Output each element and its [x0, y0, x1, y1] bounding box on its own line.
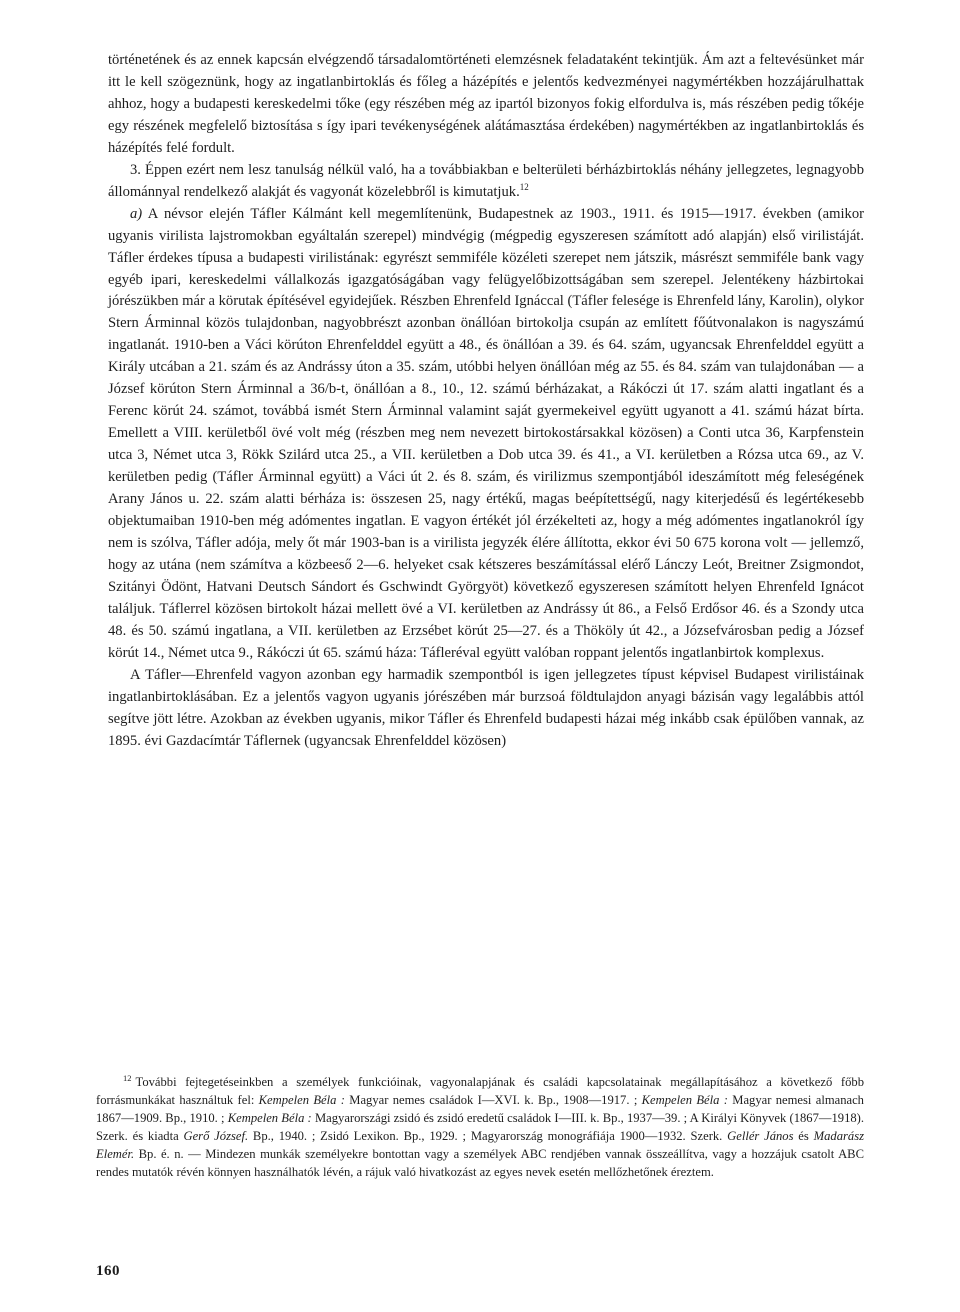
footnote-author: Kempelen Béla :: [641, 1093, 728, 1108]
footnotes: [96, 1073, 864, 1182]
body-text: [108, 50, 864, 753]
paragraph-text: A névsor elején Táfler Kálmánt kell megemlítenünk, Budapestnek az 1903., 1911. és 1915—1917. években (amikor ugyanis virilista lajstromokban egyáltalán szerepel) mindvégig (mégpedig egyszeresen számított adó alapján) első virilistáját. Táfler érdekes típusa a budapesti virilistának: egyrészt semmiféle közéleti szerepet nem játszik, másrészt semmiféle bank vagy egyéb ipari, kereskedelmi vállalkozás igazgatóságában vagy felügyelőbizottságában sem szerepel. Jelentékeny házbirtokai jórészükben már a körutak építésével egyidejűek. Részben Ehrenfeld Ignáccal (Táfler felesége is Ehrenfeld lány, Karolin), olykor Stern Árminnal közös tulajdonban, nagyobbrészt azonban önállóan birtokolja csupán az említett főútvonalakon is nagyszámú ingatlanát. 1910-ben a Váci körúton Ehrenfelddel együtt a 48., és önállóan a 39. és 64. szám, ugyancsak Ehrenfelddel együtt a Király utcában a 21. szám és az Andrássy úton a 35. szám, utóbbi helyen önállóan még az 55. és 84. szám van tulajdonában — a József körúton Stern Árminnal a 36/b-t, önállóan a 8., 10., 12. számú bérházakat, a Rákóczi út 17. szám alatti ingatlant és a Ferenc körút 24. számot, továbbá ismét Stern Árminnal valamint saját gyermekeivel együtt ugyanott a 41. számú házat bírta. Emellett a VIII. kerületből övé volt még (részben meg nem nevezett birtokostársakkal közösen) a Conti utca 36, Karpfenstein utca 3, Német utca 3, Rökk Szilárd utca 25., a VII. kerületben a Dob utca 39. és 41., a VI. kerületben a Rózsa utca 69., az V. kerületben pedig (Táfler Árminnal együtt) a Váci út 2. és 8. szám, és virilizmus szempontjából ideszámított még feleségének Arany János u. 22. szám alatti bérháza is: összesen 25, nagy értékű, magas beépítettségű, nagy kiterjedésű és legértékesebb objektumaiban 1910-ben még adómentes ingatlan. E vagyon értékét jól érzékelteti az, hogy a még adómentes ingatlanokról így nem is szólva, Táfler adója, mely őt már 1903-ban is a virilista jegyzék élére állította, ekkor évi 50 675 korona volt — jellemző, hogy az utána (nem számítva a közbeeső 2—6. helyeket csak kétszeres beszámítással elérő Lánczy Leót, Breitner Zsigmondot, Szitányi Ödönt, Hatvani Deutsch Sándort és Gschwindt Györgyöt) következő egyszeresen számított helyen Ehrenfeld Ignácot találjuk. Táflerrel közösen birtokolt házai mellett övé a VI. kerületben az Andrássy út 86., a Felső Erdősor 46. és a Szondy utca 48. és 50. számú ingatlana, a VII. kerületben az Erzsébet körút 25—27. és a Thököly út 42., a Józsefvárosban pedig a József körút 14., Német utca 9., Rákóczi út 65. számú háza: Táfleréval együtt valóban roppant jelentős ingatlanbirtok komplexus.: [108, 205, 864, 661]
footnote-author: Madarász Elemér.: [96, 1129, 864, 1162]
footnote-segment: Bp., 1940. ; Zsidó Lexikon. Bp., 1929. ; Magyarország monográfiája 1900—1932. Szerk.: [248, 1129, 728, 1144]
paragraph-item-a: [108, 204, 864, 665]
page-number: 160: [96, 1263, 120, 1279]
footnote-segment: Magyar nemes családok I—XVI. k. Bp., 1908—1917. ;: [344, 1093, 642, 1108]
paragraph-section-3: [108, 160, 864, 204]
item-label: a): [130, 205, 143, 222]
footnote-author: Kempelen Béla :: [258, 1093, 345, 1108]
footnote-12: [96, 1073, 864, 1182]
footnote-author: Gellér János: [727, 1129, 794, 1144]
footnote-text: [96, 1072, 865, 1180]
footnote-number: 12: [123, 1072, 132, 1083]
paragraph-tafler-ehrenfeld: A Táfler—Ehrenfeld vagyon azonban egy harmadik szempontból is igen jellegzetes típust képvisel Budapest virilistáinak ingatlanbirtoklásában. Ez a jelentős vagyon ugyanis jórészében már burzsoá földtulajdon anyagi bázisán vagy legalábbis attól segítve jött létre. Azokban az években ugyanis, mikor Táfler és Ehrenfeld budapesti házai még inkább csak épülőben vannak, az 1895. évi Gazdacímtár Táflernek (ugyancsak Ehrenfelddel közösen): [108, 666, 864, 749]
footnote-segment: és: [793, 1129, 814, 1144]
footnote-author: Gerő József.: [183, 1129, 249, 1144]
footnote-segment: Magyarországi zsidó és zsidó eredetű családok I—III. k. Bp., 1937—39. ; A Királyi Könyvek (1867—1918). Szerk. és kiadta: [96, 1111, 865, 1144]
paragraph-continuation: történetének és az ennek kapcsán elvégzendő társadalomtörténeti elemzésnek feladataként tekintjük. Ám azt a feltevésünket már itt le kell szögeznünk, hogy az ingatlanbirtoklás és főleg a házépítés e jelentős kedvezményei nagymértékben hozzájárulhattak ahhoz, hogy a budapesti kereskedelmi tőke (egy részében még az ipartól bizonyos fokig elfordulva is, más részében pedig tőkéje egy részének megfelelő biztosítása s így ipari tevékenységének alátámasztása érdekében) nagymértékben az ingatlanbirtoklás és házépítés felé fordult.: [108, 52, 864, 156]
footnote-segment: Magyar nemesi almanach 1867—1909. Bp., 1910. ;: [96, 1093, 864, 1126]
footnote-author: Kempelen Béla :: [227, 1111, 312, 1126]
paragraph-text: 3. Éppen ezért nem lesz tanulság nélkül való, ha a továbbiakban e belterületi bérházbirtoklás néhány jellegzetes, legnagyobb állománnyal rendelkező alakját és vagyonát közelebbről is kimutatjuk.: [108, 161, 864, 200]
footnote-reference: 12: [519, 181, 529, 192]
footnote-segment: További fejtegetéseinkben a személyek funkcióinak, vagyonalapjának és családi kapcsolatainak megállapításához a következő főbb forrásmunkákat használtuk fel:: [96, 1075, 864, 1108]
footnote-segment: Bp. é. n. — Mindezen munkák személyekre bontottan vagy a személyek ABC rendjében vannak összeállítva, vagy a hozzájuk csatolt ABC rendes mutatók révén könnyen használhatók lévén, a rájuk való hivatkozást az egyes nevek esetén mellőzhetőnek éreztem.: [96, 1147, 864, 1180]
